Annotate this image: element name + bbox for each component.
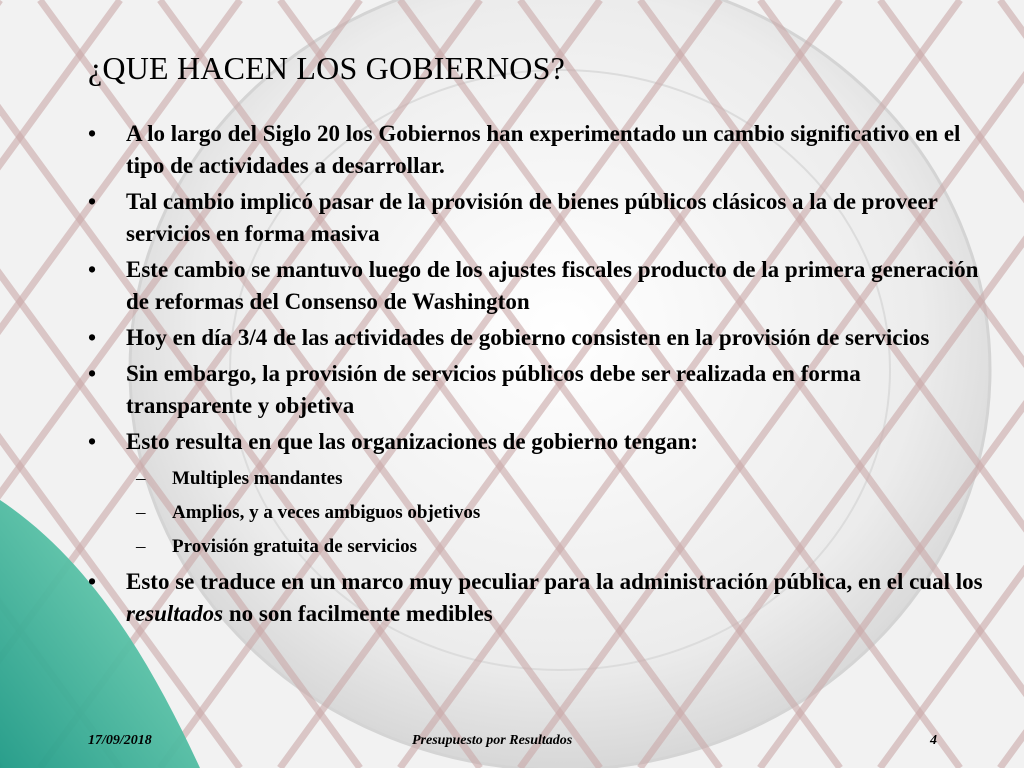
emphasis-text: resultados [126,601,224,626]
bullet-dot-icon: • [88,189,97,214]
bullet-text: Este cambio se mantuvo luego de los ajustes fiscales producto de la primera generación de reformas del Consenso de Washington [126,257,979,314]
bullet-text: A lo largo del Siglo 20 los Gobiernos han experimentado un cambio significativo en el tipo de actividades a desarrollar. [126,121,961,178]
footer-title: Presupuesto por Resultados [412,733,573,748]
slide-title: ¿QUE HACEN LOS GOBIERNOS? [88,50,565,86]
bullet-item [88,322,988,354]
bullet-item [88,358,988,422]
bullet-item [88,118,988,182]
bullet-dot-icon: • [88,257,97,282]
sub-bullet-item [88,462,988,496]
bullet-text [126,569,983,626]
sub-bullet-item [88,530,988,564]
bullet-item [88,254,988,318]
bullet-text: Esto resulta en que las organizaciones de gobierno tengan: [126,429,699,454]
bullet-text-before: Esto se traduce en un marco muy peculiar para la administración pública, en el cual los [126,569,983,594]
bullet-item [88,186,988,250]
footer-date: 17/09/2018 [88,733,152,748]
bullet-text: Tal cambio implicó pasar de la provisión de bienes públicos clásicos a la de proveer servicios en forma masiva [126,189,938,246]
sub-bullet-group [88,462,988,564]
dash-icon: – [136,502,146,523]
bullet-dot-icon: • [88,569,97,594]
sub-bullet-item [88,496,988,530]
dash-icon: – [136,536,146,557]
bullet-item [88,566,988,630]
bullet-dot-icon: • [88,361,97,386]
bullet-list [88,118,988,634]
sub-bullet-text: Amplios, y a veces ambiguos objetivos [172,502,481,523]
bullet-text: Hoy en día 3/4 de las actividades de gobierno consisten en la provisión de servicios [126,325,930,350]
bullet-dot-icon: • [88,429,97,454]
bullet-text: Sin embargo, la provisión de servicios públicos debe ser realizada en forma transparente y objetiva [126,361,861,418]
sub-bullet-text: Multiples mandantes [172,468,343,489]
sub-bullet-text: Provisión gratuita de servicios [172,536,418,557]
bullet-dot-icon: • [88,325,97,350]
dash-icon: – [136,468,146,489]
bullet-item [88,426,988,458]
bullet-text-after: no son facilmente medibles [223,601,493,626]
sub-bullet-list [88,462,988,564]
bullet-dot-icon: • [88,121,97,146]
page-number: 4 [930,733,937,748]
